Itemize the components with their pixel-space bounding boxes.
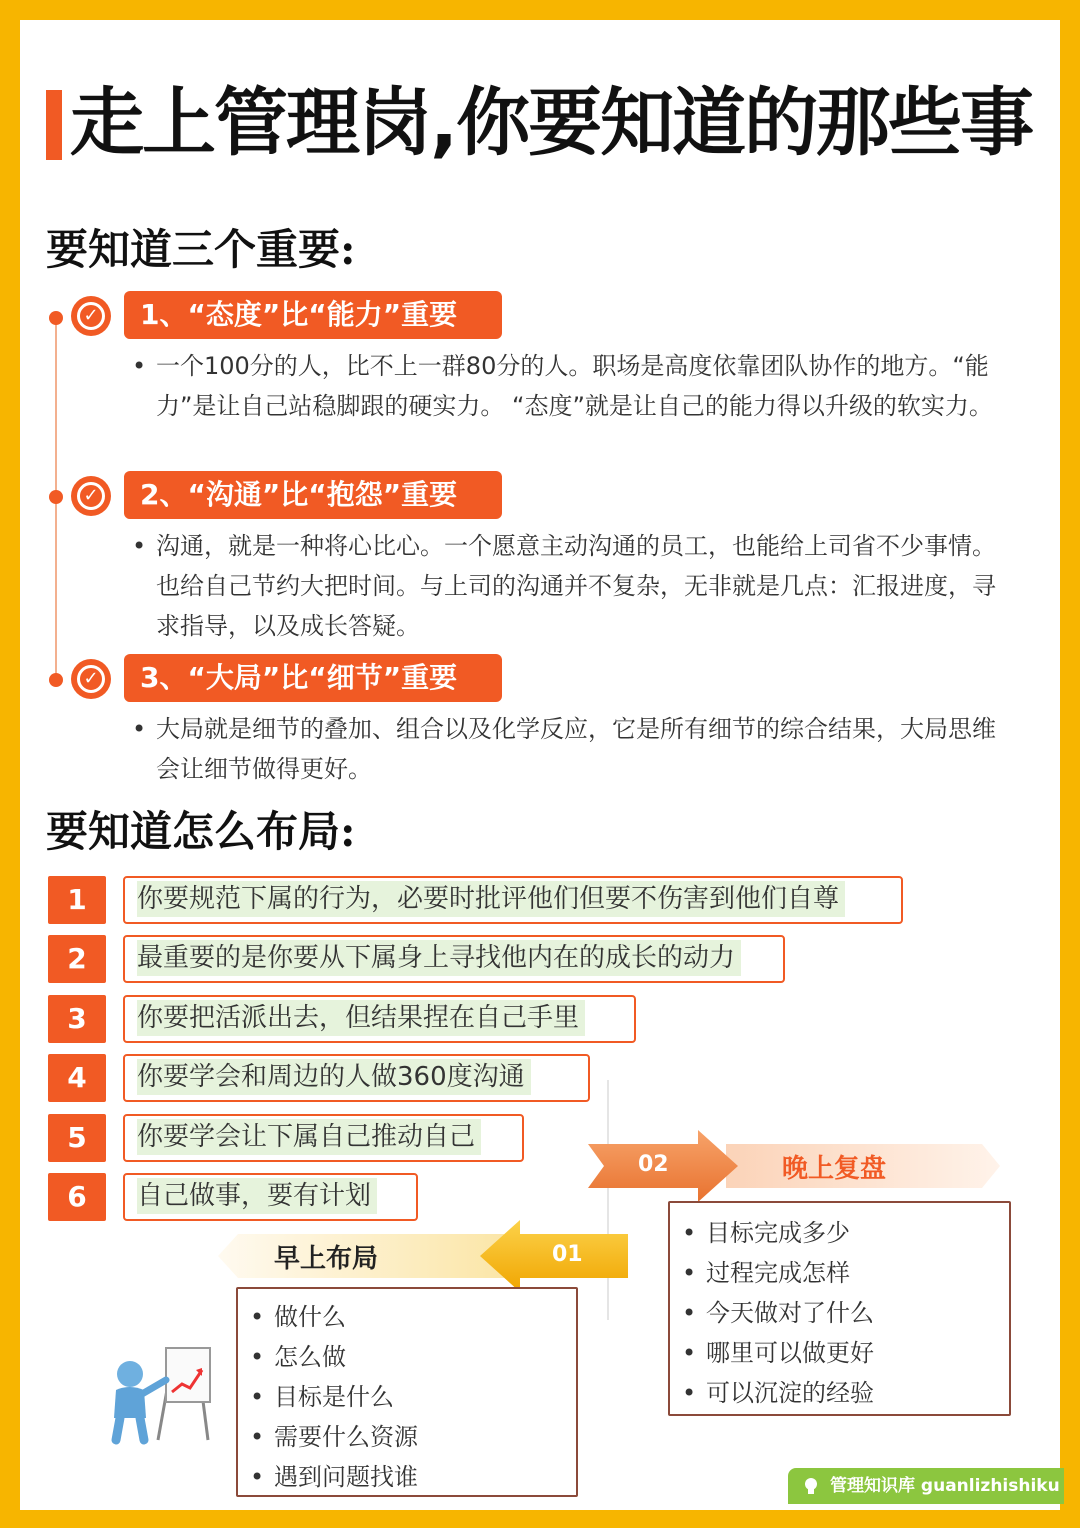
- layout-number: 1: [48, 876, 106, 924]
- importance-label-1: 1、“态度”比“能力”重要: [124, 291, 502, 339]
- layout-item: 你要学会和周边的人做360度沟通: [123, 1054, 590, 1102]
- morning-step-number: 01: [552, 1242, 583, 1267]
- title-accent-bar: [46, 90, 62, 160]
- list-item: • 过程完成怎样: [670, 1253, 1009, 1293]
- layout-number: 2: [48, 935, 106, 983]
- layout-item: 你要规范下属的行为，必要时批评他们但要不伤害到他们自尊: [123, 876, 903, 924]
- list-item: • 可以沉淀的经验: [670, 1373, 1009, 1413]
- evening-step-number: 02: [638, 1152, 669, 1177]
- timeline-dot: [49, 311, 63, 325]
- layout-number: 3: [48, 995, 106, 1043]
- layout-item: 你要把活派出去，但结果捏在自己手里: [123, 995, 636, 1043]
- importance-text-1: • 一个100分的人，比不上一群80分的人。职场是高度依靠团队协作的地方。“能力”是让自己站稳脚跟的硬实力。 “态度”就是让自己的能力得以升级的软实力。: [132, 352, 993, 420]
- list-item: • 遇到问题找谁: [238, 1457, 576, 1497]
- list-item: • 哪里可以做更好: [670, 1333, 1009, 1373]
- presenter-figure-icon: [100, 1340, 220, 1450]
- importance-text-2: • 沟通，就是一种将心比心。一个愿意主动沟通的员工，也能给上司省不少事情。也给自己节约大把时间。与上司的沟通并不复杂，无非就是几点：汇报进度，寻求指导，以及成长答疑。: [132, 532, 996, 640]
- section-heading-importance: 要知道三个重要:: [46, 225, 356, 274]
- footer-brand: 管理知识库 guanlizhishiku: [788, 1468, 1064, 1504]
- page-title: 走上管理岗,你要知道的那些事: [70, 80, 1033, 166]
- morning-checklist: [236, 1287, 578, 1497]
- importance-label-2: 2、“沟通”比“抱怨”重要: [124, 471, 502, 519]
- timeline-dot: [49, 490, 63, 504]
- list-item: • 目标是什么: [238, 1377, 576, 1417]
- check-circle-icon: ✓: [71, 659, 111, 699]
- lightbulb-icon: [802, 1476, 820, 1496]
- layout-item: 最重要的是你要从下属身上寻找他内在的成长的动力: [123, 935, 785, 983]
- list-item: • 目标完成多少: [670, 1213, 1009, 1253]
- check-circle-icon: ✓: [71, 476, 111, 516]
- importance-text-3: • 大局就是细节的叠加、组合以及化学反应，它是所有细节的综合结果，大局思维会让细节做得更好。: [132, 715, 996, 783]
- layout-number: 5: [48, 1114, 106, 1162]
- list-item: • 做什么: [238, 1297, 576, 1337]
- morning-title: 早上布局: [274, 1244, 379, 1274]
- list-item: • 今天做对了什么: [670, 1293, 1009, 1333]
- layout-item: 自己做事，要有计划: [123, 1173, 418, 1221]
- list-item: • 怎么做: [238, 1337, 576, 1377]
- timeline-dot: [49, 673, 63, 687]
- section-heading-layout: 要知道怎么布局:: [46, 807, 356, 856]
- importance-label-3: 3、“大局”比“细节”重要: [124, 654, 502, 702]
- check-circle-icon: ✓: [71, 296, 111, 336]
- layout-item: 你要学会让下属自己推动自己: [123, 1114, 524, 1162]
- list-item: • 需要什么资源: [238, 1417, 576, 1457]
- evening-checklist: [668, 1201, 1011, 1416]
- evening-title: 晚上复盘: [782, 1154, 887, 1184]
- layout-number: 6: [48, 1173, 106, 1221]
- layout-number: 4: [48, 1054, 106, 1102]
